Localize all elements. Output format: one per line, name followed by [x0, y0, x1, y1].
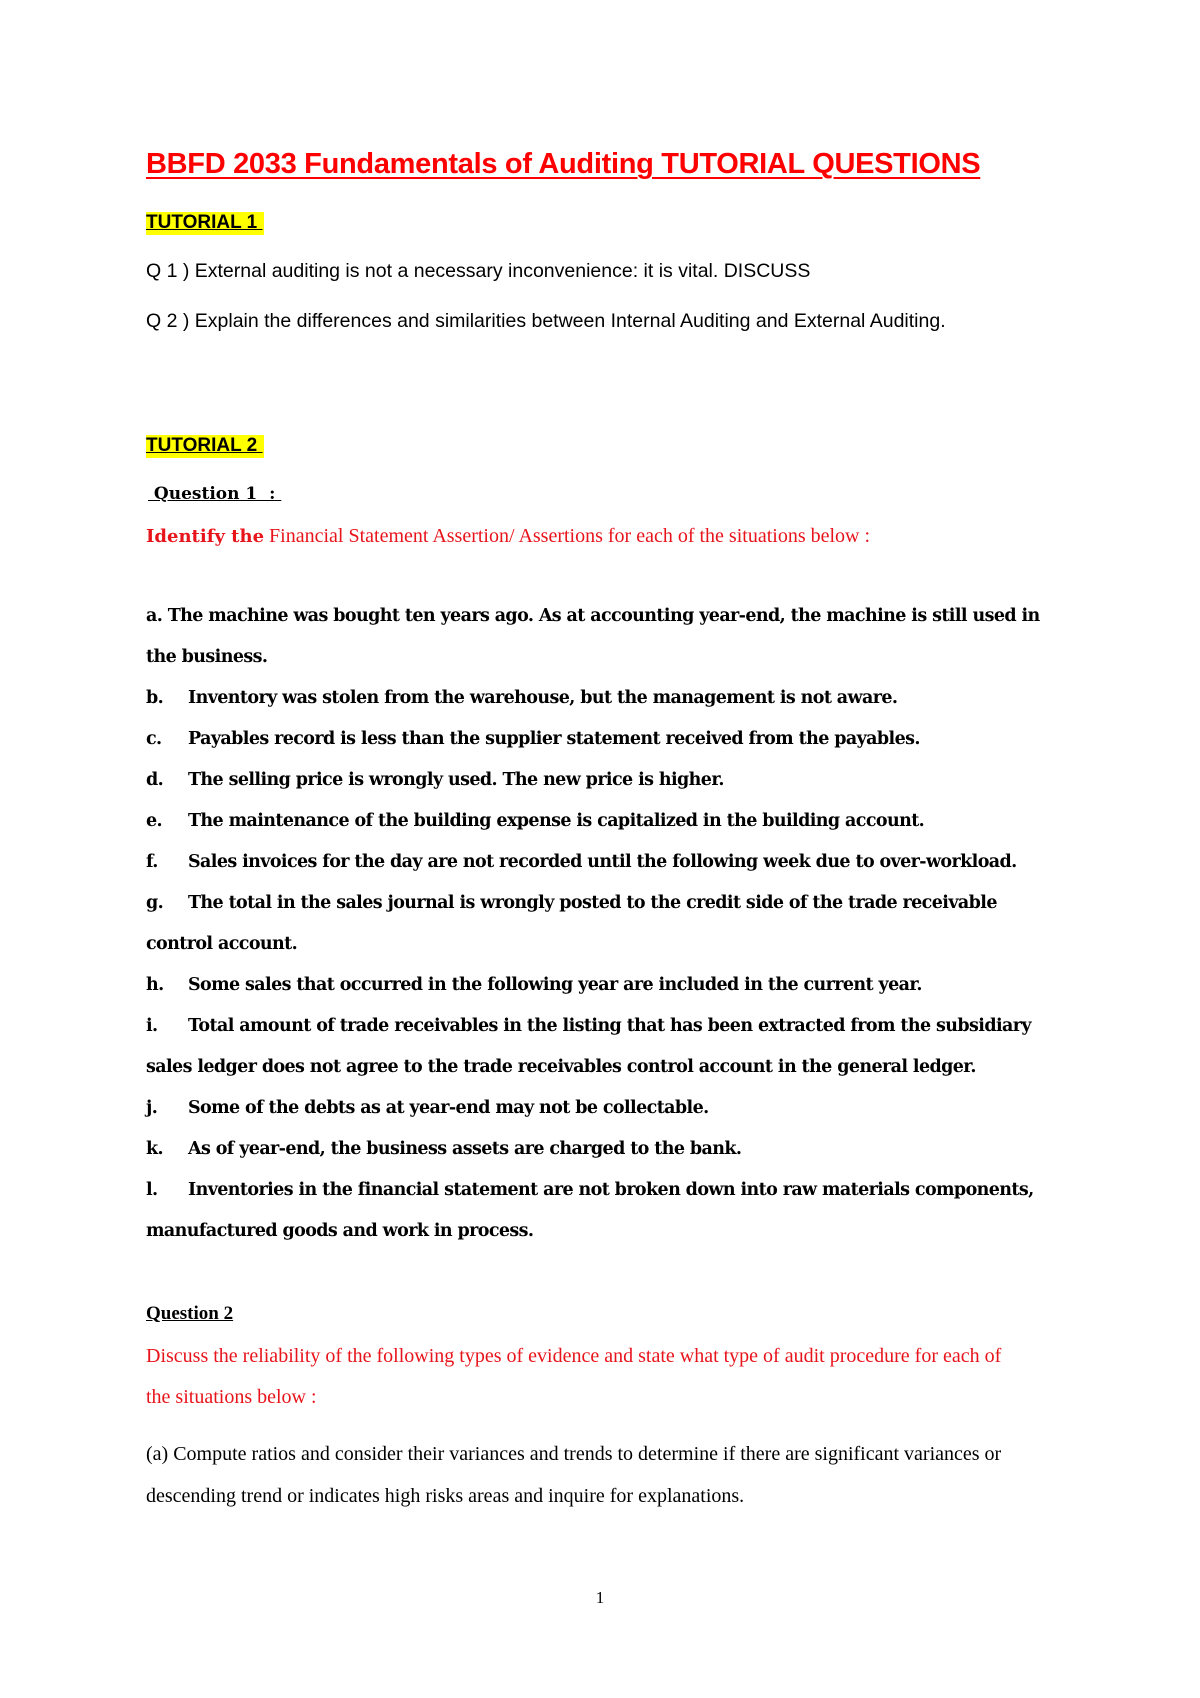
situation-h — [146, 965, 1066, 1006]
situation-j — [146, 1088, 1066, 1129]
question-2-item-a: (a) Compute ratios and consider their variances and trends to determine if there are significant variances or descending trend or indicates high risks areas and inquire for explanations. — [146, 1443, 1002, 1507]
document-title: BBFD 2033 Fundamentals of Auditing TUTORIAL QUESTIONS — [146, 148, 981, 180]
situation-letter: f. — [146, 852, 158, 872]
situation-l — [146, 1170, 1066, 1252]
tutorial-2-heading — [146, 435, 264, 457]
tutorial-1-question-2: Q 2 ) Explain the differences and similarities between Internal Auditing and External Auditing. — [146, 310, 946, 332]
situation-d — [146, 760, 1066, 801]
situation-letter: c. — [146, 729, 162, 749]
situation-i — [146, 1006, 1066, 1088]
situation-letter: e. — [146, 811, 163, 831]
situation-letter: g. — [146, 893, 164, 913]
situation-f — [146, 842, 1066, 883]
question-1-instruction-bold: Identify the — [146, 526, 265, 547]
situation-text: Sales invoices for the day are not recorded until the following week due to over-workload. — [188, 852, 1017, 872]
situation-letter: b. — [146, 688, 164, 708]
situation-letter: d. — [146, 770, 164, 790]
situation-c — [146, 719, 1066, 760]
situation-text: Some of the debts as at year-end may not be collectable. — [188, 1098, 709, 1118]
question-2-instruction: Discuss the reliability of the following types of evidence and state what type of audit procedure for each of the situations below : — [146, 1345, 1002, 1408]
question-1-instruction-rest: Financial Statement Assertion/ Assertions for each of the situations below : — [264, 525, 871, 547]
situation-text: Inventories in the financial statement are not broken down into raw materials components, manufactured goods and work in process. — [146, 1180, 1034, 1241]
situation-b — [146, 678, 1066, 719]
question-1-heading: Question 1 : — [148, 484, 282, 504]
situation-letter: j. — [146, 1098, 158, 1118]
page-number: 1 — [595, 1588, 605, 1607]
situation-letter: i. — [146, 1016, 158, 1036]
situation-text: As of year-end, the business assets are charged to the bank. — [188, 1139, 742, 1159]
question-2-heading: Question 2 — [146, 1303, 234, 1324]
situation-text: The total in the sales journal is wrongly posted to the credit side of the trade receivable control account. — [146, 893, 997, 954]
situation-k — [146, 1129, 1066, 1170]
tutorial-1-question-1: Q 1 ) External auditing is not a necessary inconvenience: it is vital. DISCUSS — [146, 260, 811, 282]
situation-text: The machine was bought ten years ago. As at accounting year-end, the machine is still used in the business. — [146, 606, 1040, 667]
situation-text: The maintenance of the building expense is capitalized in the building account. — [188, 811, 925, 831]
situation-text: Inventory was stolen from the warehouse, but the management is not aware. — [188, 688, 898, 708]
situation-text: Payables record is less than the supplier statement received from the payables. — [188, 729, 920, 749]
situation-letter: k. — [146, 1139, 164, 1159]
tutorial-1-heading-text: TUTORIAL 1 — [146, 212, 263, 233]
tutorial-2-heading-text: TUTORIAL 2 — [146, 435, 263, 456]
situation-letter: l. — [146, 1180, 158, 1200]
situation-g — [146, 883, 1066, 965]
situation-text: The selling price is wrongly used. The new price is higher. — [188, 770, 724, 790]
situation-e — [146, 801, 1066, 842]
tutorial-1-heading — [146, 212, 264, 234]
situation-text: Total amount of trade receivables in the listing that has been extracted from the subsidiary sales ledger does not agree to the trade receivables control account in the general ledger. — [146, 1016, 1031, 1077]
situation-text: Some sales that occurred in the following year are included in the current year. — [188, 975, 922, 995]
question-1-instruction — [146, 525, 870, 548]
situation-a — [146, 596, 1066, 678]
situation-letter: a. — [146, 606, 163, 626]
situation-letter: h. — [146, 975, 164, 995]
